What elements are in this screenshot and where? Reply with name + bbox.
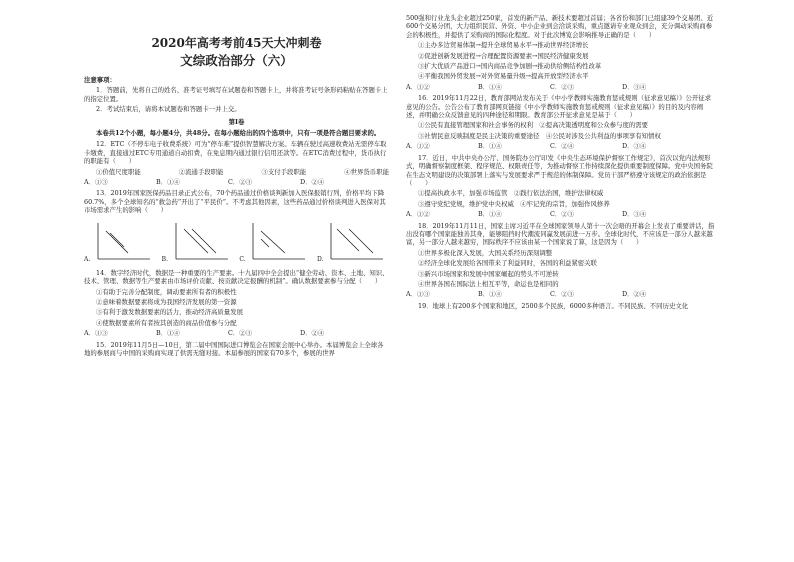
- supply-demand-graph: [239, 219, 311, 265]
- notice-item-1: 1．答题前，先将自己的姓名、准考证号填写在试题卷和答题卡上，并将准考证号条形码粘贴在答题卡上的指定位置。: [84, 86, 388, 103]
- section-instruction: 本卷共12个小题，每小题4分，共48分。在每小题给出的四个选项中，只有一项是符合题目要求的。: [96, 129, 381, 138]
- answer-choice: A．①②: [406, 210, 430, 219]
- option: ④世界货币职能: [344, 167, 389, 176]
- answer-choice: C．②③: [228, 178, 253, 187]
- exam-title: 2020年高考考前45天大冲刺卷: [151, 36, 322, 50]
- answer-choice: C．②③: [550, 82, 575, 91]
- question-17: 17．近日，中共中央办公厅、国务院办公厅印发《中央生态环境保护督察工作规定》，首次以党内法规形式，明确督察制度框架、程序规范、权限责任等，为推动督察工作持续深化提供重要制度保障。党中央国务院在生态文明建设的决策部署上落实与发展要求严于规范的体制保障。党员干部严格遵守该规定的政治依据是（ ）: [406, 153, 713, 187]
- question-12-answers: [84, 178, 389, 186]
- answer-choice: D．③④: [622, 142, 647, 151]
- option: ③扩大优质产品进口→国内商品竞争加剧→推动供给侧结构性改革: [418, 62, 602, 71]
- question-13: 13．2019年国家医保药品目录正式公布，70个药品通过价格谈判新加入医保报销行列，价格平均下降60.7%，多个全球知名的“救急药”开出了“平民价”。不考虑其他因素，这些药品通过价格谈判进入医保对其市场需求产生的影响（ ）: [84, 189, 386, 215]
- option: ①价值尺度职能: [96, 167, 141, 176]
- answer-choice: B．①④: [478, 142, 502, 151]
- notice-item-2: 2．考试结束后，请将本试题卷和答题卡一并上交。: [96, 105, 241, 114]
- question-13-graphs: [84, 219, 389, 265]
- answer-choice: B．①④: [478, 82, 502, 91]
- answer-choice: B．①④: [478, 210, 502, 219]
- left-column: [84, 14, 389, 359]
- option: ③新兴市场国家和发展中国家崛起的势头不可逆转: [418, 269, 559, 278]
- answer-choice: A．①③: [84, 178, 108, 187]
- answer-choice: D．②④: [300, 178, 325, 187]
- option: ①提高执政水平，加强市场监管 ②践行依法治国，维护法律权威: [418, 189, 604, 198]
- option: ①世界多极化深入发展，大国关系经历深刻调整: [418, 248, 553, 257]
- option: ③有利于激发数据要素的活力，推动经济高质量发展: [96, 308, 243, 317]
- right-column: [406, 14, 715, 312]
- answer-choice: D．③④: [622, 210, 647, 219]
- option: ①公民有直接管理国家和社会事务的权利 ②提高决策透明度和公众参与度的需要: [418, 121, 649, 130]
- option: ③遵守党纪党规，维护党中央权威 ④牢记党的宗旨，加强作风修养: [418, 199, 610, 208]
- option: ③社情民意反映制度是民主决策的重要途径 ④公民对涉及公共利益的事项享有知情权: [418, 131, 661, 140]
- answer-choice: A．①③: [84, 329, 108, 338]
- answer-choice: B．①④: [156, 178, 180, 187]
- question-12: 12．ETC（不停车电子收费系统）可为“停车难”提供智慧解决方案。车辆在驶过高速收费站无需停车取卡缴费，直接通过ETC专用通道自动扣费，在免息期内通过银行信用还款等。在ETC消费过程中，货币执行的职能有（ ）: [84, 140, 387, 166]
- question-17-answers: [406, 210, 715, 218]
- answer-choice: C．②③: [228, 329, 253, 338]
- answer-choice: C．②③: [550, 210, 575, 219]
- supply-demand-graph: [317, 219, 389, 265]
- answer-choice: D．③④: [622, 82, 647, 91]
- option: ②意味着数据要素将成为我国经济发展的第一资源: [96, 297, 237, 306]
- answer-choice: A．①②: [406, 142, 430, 151]
- graph-option-c: [239, 219, 311, 265]
- answer-choice: B．①④: [156, 329, 180, 338]
- question-15-answers: [406, 83, 715, 91]
- question-16: 16．2019年11月22日，教育部网站发布关于《中小学教师实施教育惩戒规则（征求意见稿）》公开征求意见的公告。公告公布了教育部网页链接《中小学教师实施教育惩戒规则（征求意见稿）》的目的及内容阐述，并明确公众反馈意见的四种途径和期限。教育部公开征求意见是基于（ ）: [406, 94, 712, 120]
- question-15-start: 15．2019年11月5日—10日，第二届中国国际进口博览会在国家会展中心举办。本届博览会上全球各地的参展商与中国的采购商实现了供需无缝对接。本届参展的国家有70多个，参展的世界: [84, 340, 384, 357]
- option: ④世界各国在国际法上相互平等，命运也是相同的: [418, 279, 559, 288]
- exam-subtitle: 文综政治部分（六）: [180, 53, 293, 68]
- answer-choice: C．②④: [550, 142, 575, 151]
- answer-choice: C．②③: [550, 290, 575, 299]
- option: ②经济全球化发展给各国带来了利益同时，各国的利益紧密关联: [418, 259, 597, 268]
- option: ③支付手段职能: [261, 167, 307, 176]
- option: ②促进创新发展进程→合理配置资源要素→国民经济健康发展: [418, 51, 589, 60]
- graph-letter: D.: [316, 256, 324, 264]
- graph-letter: B.: [161, 256, 168, 264]
- graph-letter: C.: [239, 256, 246, 264]
- question-12-options: [84, 168, 389, 176]
- option: ④使数据要素所有者按其创造的商品价值参与分配: [96, 318, 237, 327]
- answer-choice: A．①③: [406, 290, 430, 299]
- answer-choice: D．②④: [300, 329, 325, 338]
- section-heading: 第Ⅰ卷: [228, 117, 245, 126]
- graph-option-a: [84, 219, 156, 265]
- question-15-continued: 500强和行业龙头企业超过250家，首发的新产品、新技术要超过首届；各省份和部门已组建39个交易团、近600个交易分团，大力组织民营、外资、中小企业到会洽谈采购，重点邀请专业观众到会，充分调动采购商参会的积极性，并提供了采购商的国际化程度。对于此次博览会影响推导正确的是（ ）: [406, 14, 714, 39]
- notice-heading: 注意事项：: [84, 76, 116, 84]
- question-14: 14．数字经济时代，数据是一种重要的生产要素。十九届四中全会提出“健全劳动、资本、土地、知识、技术、管理、数据等生产要素由市场评价贡献、按贡献决定报酬的机制”。确认数据要素参与分配（ ）: [84, 268, 389, 286]
- question-18: 18．2019年11月11日，国家主席习近平在全球国家领导人第十一次会晤的开幕会上发表了重要讲话，指出没有哪个国家能独善其身，能够阻挡时代潮流同赢发展前进一万步。全球化时代，不应该是一部分人越来越富，另一部分人越来越穷，国际秩序不应该由某一个国家说了算，这是因为（ ）: [406, 221, 715, 247]
- graph-letter: A.: [84, 256, 91, 264]
- answer-choice: B．①④: [478, 290, 502, 299]
- supply-demand-graph: [162, 219, 234, 265]
- option: ④平衡我国外贸发展→对外贸易量升级→提高开放型经济水平: [418, 72, 589, 81]
- question-18-answers: [406, 290, 715, 298]
- supply-demand-graph: [84, 219, 156, 265]
- question-19-start: 19．地球上有200多个国家和地区，2500多个民族，6000多种语言。不同民族、不同历史文化: [418, 301, 689, 310]
- option: ①主办多边贸易体制→提升全球贸易水平→推动世界经济增长: [418, 41, 589, 50]
- graph-option-d: [317, 219, 389, 265]
- question-14-answers: [84, 329, 389, 337]
- question-16-answers: [406, 142, 715, 150]
- answer-choice: A．①②: [406, 82, 430, 91]
- graph-option-b: [162, 219, 234, 265]
- option: ②流通手段职能: [178, 167, 224, 176]
- answer-choice: D．②④: [622, 290, 647, 299]
- option: ①有助于完善分配制度，调动要素所有者的积极性: [96, 287, 237, 296]
